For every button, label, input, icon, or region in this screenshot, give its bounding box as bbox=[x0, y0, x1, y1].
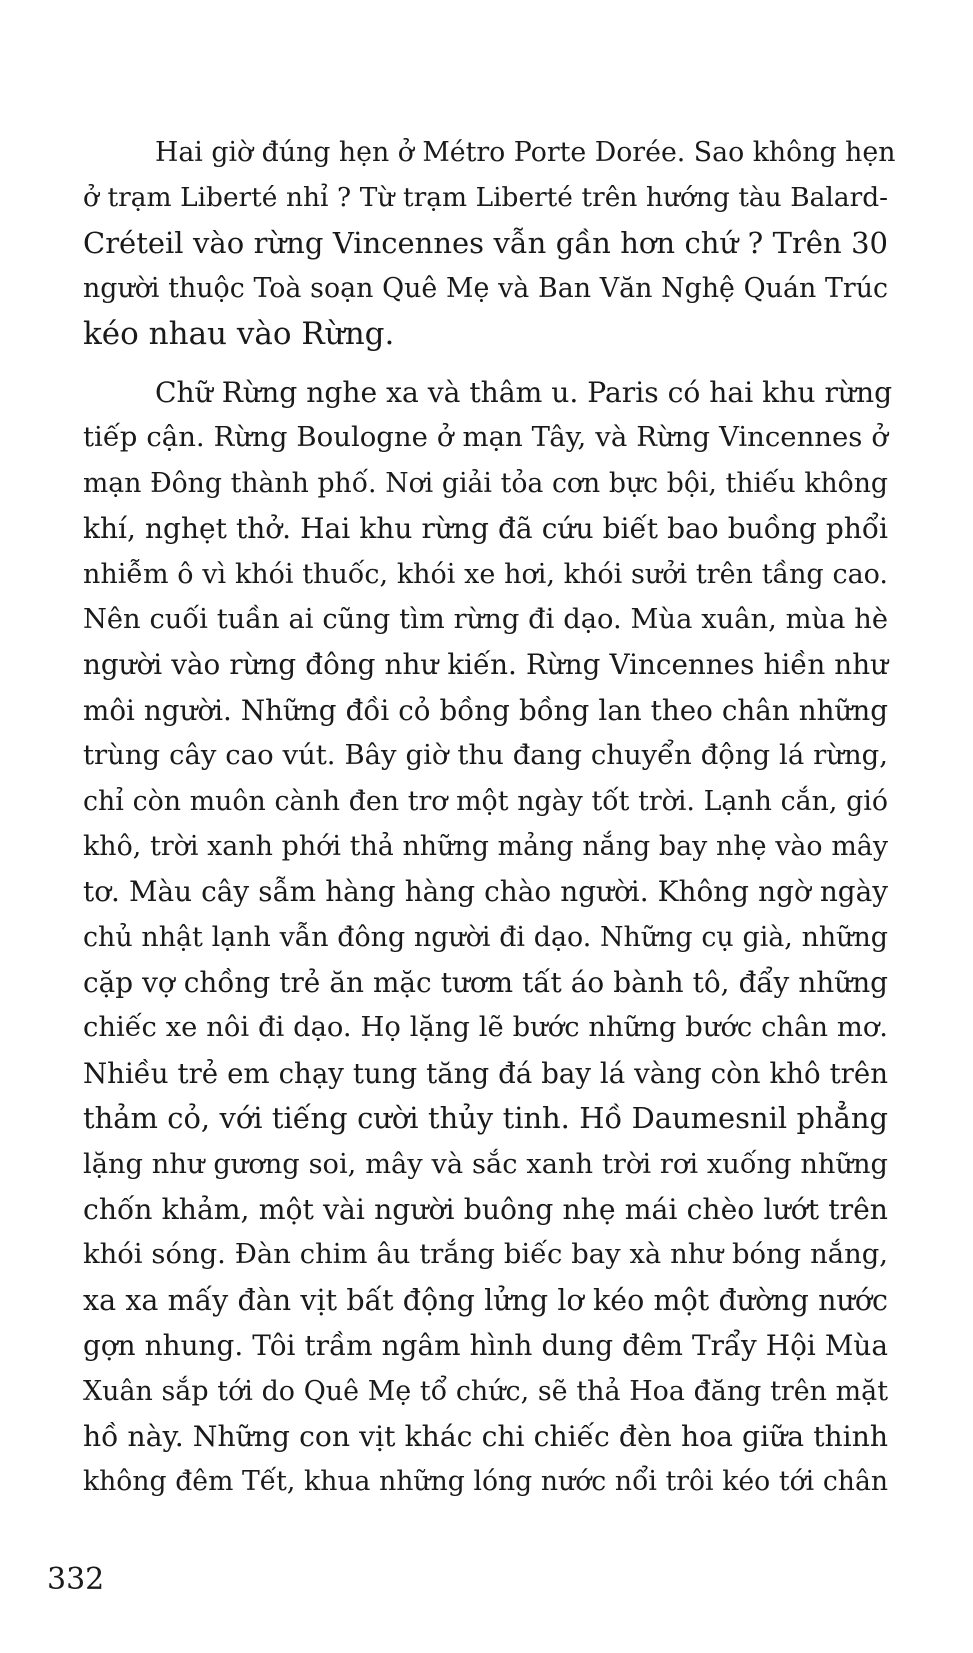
text-line: kéo nhau vào Rừng. bbox=[83, 315, 395, 352]
text-line: chỉ còn muôn cành đen trơ một ngày tốt trời. Lạnh cắn, gió bbox=[83, 785, 888, 817]
paragraph-2 bbox=[83, 370, 893, 1505]
text-line: khói sóng. Đàn chim âu trắng biếc bay xà như bóng nắng, bbox=[83, 1239, 888, 1271]
text-line: chốn khảm, một vài người buông nhẹ mái chèo lướt trên bbox=[83, 1193, 888, 1227]
text-line: không đêm Tết, khua những lóng nước nổi trôi kéo tới chân bbox=[83, 1466, 888, 1498]
text-line: chiếc xe nôi đi dạo. Họ lặng lẽ bước những bước chân mơ. bbox=[83, 1012, 888, 1044]
text-line: mạn Đông thành phố. Nơi giải tỏa cơn bực bội, thiếu không bbox=[83, 467, 888, 499]
text-line: thảm cỏ, với tiếng cười thủy tinh. Hồ Daumesnil phẳng bbox=[83, 1101, 888, 1136]
text-line: người thuộc Toà soạn Quê Mẹ và Ban Văn Nghệ Quán Trúc bbox=[83, 273, 888, 305]
text-line: trùng cây cao vút. Bây giờ thu đang chuyển động lá rừng, bbox=[83, 739, 888, 772]
text-line: cặp vợ chồng trẻ ăn mặc tươm tất áo bành tô, đẩy những bbox=[83, 966, 888, 1000]
text-line: Xuân sắp tới do Quê Mẹ tổ chức, sẽ thả Hoa đăng trên mặt bbox=[83, 1375, 888, 1407]
text-line: Chữ Rừng nghe xa và thâm u. Paris có hai khu rừng bbox=[155, 376, 893, 409]
text-line: chủ nhật lạnh vẫn đông người đi dạo. Những cụ già, những bbox=[83, 921, 888, 953]
text-line: xa xa mấy đàn vịt bất động lửng lơ kéo một đường nước bbox=[83, 1283, 888, 1317]
text-line: nhiễm ô vì khói thuốc, khói xe hơi, khói sưởi trên tầng cao. bbox=[83, 558, 888, 590]
text-line: tiếp cận. Rừng Boulogne ở mạn Tây, và Rừng Vincennes ở bbox=[83, 421, 888, 454]
text-line: gợn nhung. Tôi trầm ngâm hình dung đêm Trẩy Hội Mùa bbox=[83, 1329, 888, 1363]
text-line: lặng như gương soi, mây và sắc xanh trời rơi xuống những bbox=[83, 1148, 888, 1180]
text-line: Nhiều trẻ em chạy tung tăng đá bay lá vàng còn khô trên bbox=[83, 1056, 888, 1090]
text-line: môi người. Những đồi cỏ bồng bồng lan theo chân những bbox=[83, 693, 888, 727]
text-line: Hai giờ đúng hẹn ở Métro Porte Dorée. Sao không hẹn bbox=[155, 137, 896, 168]
page-number: 332 bbox=[47, 1562, 105, 1597]
text-line: Créteil vào rừng Vincennes vẫn gần hơn chứ ? Trên 30 bbox=[83, 225, 888, 260]
text-line: khí, nghẹt thở. Hai khu rừng đã cứu biết bao buồng phổi bbox=[83, 512, 888, 546]
text-line: hồ này. Những con vịt khác chi chiếc đèn hoa giữa thinh bbox=[83, 1419, 888, 1453]
text-line: Nên cuối tuần ai cũng tìm rừng đi dạo. Mùa xuân, mùa hè bbox=[83, 603, 888, 635]
text-line: khô, trời xanh phới thả những mảng nắng bay nhẹ vào mây bbox=[83, 830, 888, 862]
text-line: tơ. Màu cây sẫm hàng hàng chào người. Không ngờ ngày bbox=[83, 875, 888, 909]
text-line: ở trạm Liberté nhỉ ? Từ trạm Liberté trên hướng tàu Balard- bbox=[83, 182, 888, 214]
text-line: người vào rừng đông như kiến. Rừng Vincennes hiền như bbox=[83, 648, 888, 682]
paragraph-1 bbox=[83, 130, 896, 357]
